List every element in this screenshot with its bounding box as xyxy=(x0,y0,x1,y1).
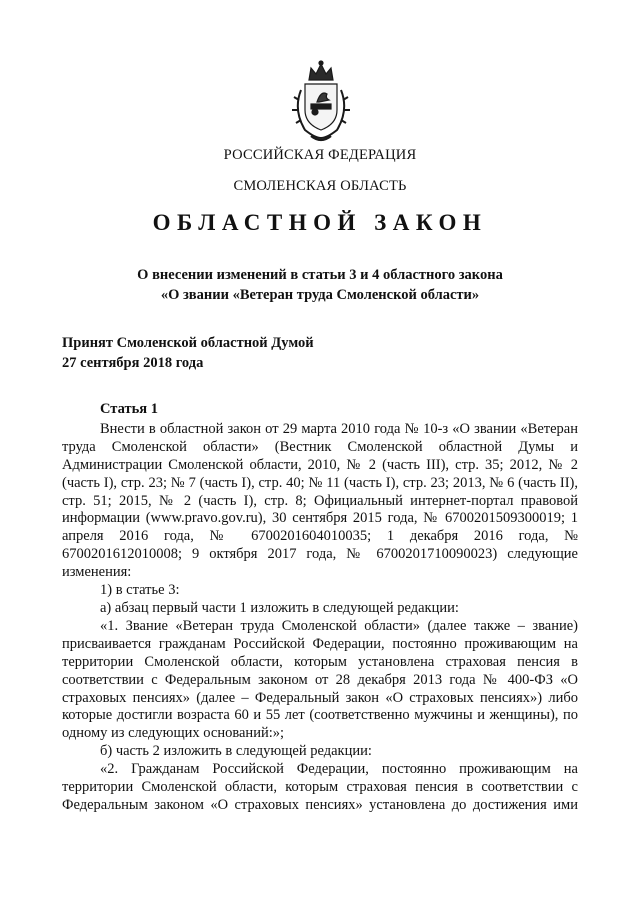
adoption-date: 27 сентября 2018 года xyxy=(62,355,204,371)
article-heading: Статья 1 xyxy=(100,401,158,417)
paragraph: б) часть 2 изложить в следующей редакции: xyxy=(100,743,372,760)
paragraph: Внести в областной закон от 29 марта 2010 года № 10-з «О звании «Ветеран труда Смоленской области» (Вестник Смоленской областной Думы и Администрации Смоленской области, 2010, № 2 (часть III), стр. 35; 2012, № 2 (часть I), стр. 23; № 7 (часть I), стр. 40; № 11 (часть I), стр. 23; 2013, № 6 (часть II), стр. 51; 2015, № 2 (часть I), стр. 8; Официальный интернет-портал правовой информации (www.pravo.gov.ru), 30 сентября 2015 года, № 6700201509300019; 1 апреля 2016 года, № 6700201604010035; 1 декабря 2016 года, № 6700201612010008; 9 октября 2017 года, № 6700201710090023) следующие изменения: xyxy=(62,420,578,581)
adoption-line-1: Принят Смоленской областной Думой xyxy=(62,335,314,351)
document-body xyxy=(62,401,578,815)
smolensk-coat-of-arms-emblem xyxy=(289,60,353,144)
law-subject-line-2: «О звании «Ветеран труда Смоленской области» xyxy=(160,287,480,303)
country-heading: РОССИЙСКАЯ ФЕДЕРАЦИЯ xyxy=(223,147,417,163)
paragraph: а) абзац первый части 1 изложить в следующей редакции: xyxy=(100,599,459,616)
paragraph: «1. Звание «Ветеран труда Смоленской области» (далее также – звание) присваивается гражданам Российской Федерации, постоянно проживающим на территории Смоленской области, которым установлена страховая пенсия в соответствии с Федеральным законом от 28 декабря 2013 года № 400-ФЗ «О страховых пенсиях» (далее – Федеральный закон «О страховых пенсиях») либо которые достигли возраста 60 и 55 лет (соответственно мужчины и женщины), по одному из следующих оснований:»; xyxy=(62,617,578,742)
region-heading: СМОЛЕНСКАЯ ОБЛАСТЬ xyxy=(233,178,407,194)
paragraph: «2. Гражданам Российской Федерации, постоянно проживающим на территории Смоленской области, которым страховая пенсия в соответствии с Федеральным законом «О страховых пенсиях» установлена до достижения ими xyxy=(62,761,578,813)
law-subject-line-1: О внесении изменений в статьи 3 и 4 областного закона xyxy=(137,267,503,283)
paragraph: 1) в статье 3: xyxy=(100,582,180,599)
document-type-title: ОБЛАСТНОЙ ЗАКОН xyxy=(152,210,488,235)
